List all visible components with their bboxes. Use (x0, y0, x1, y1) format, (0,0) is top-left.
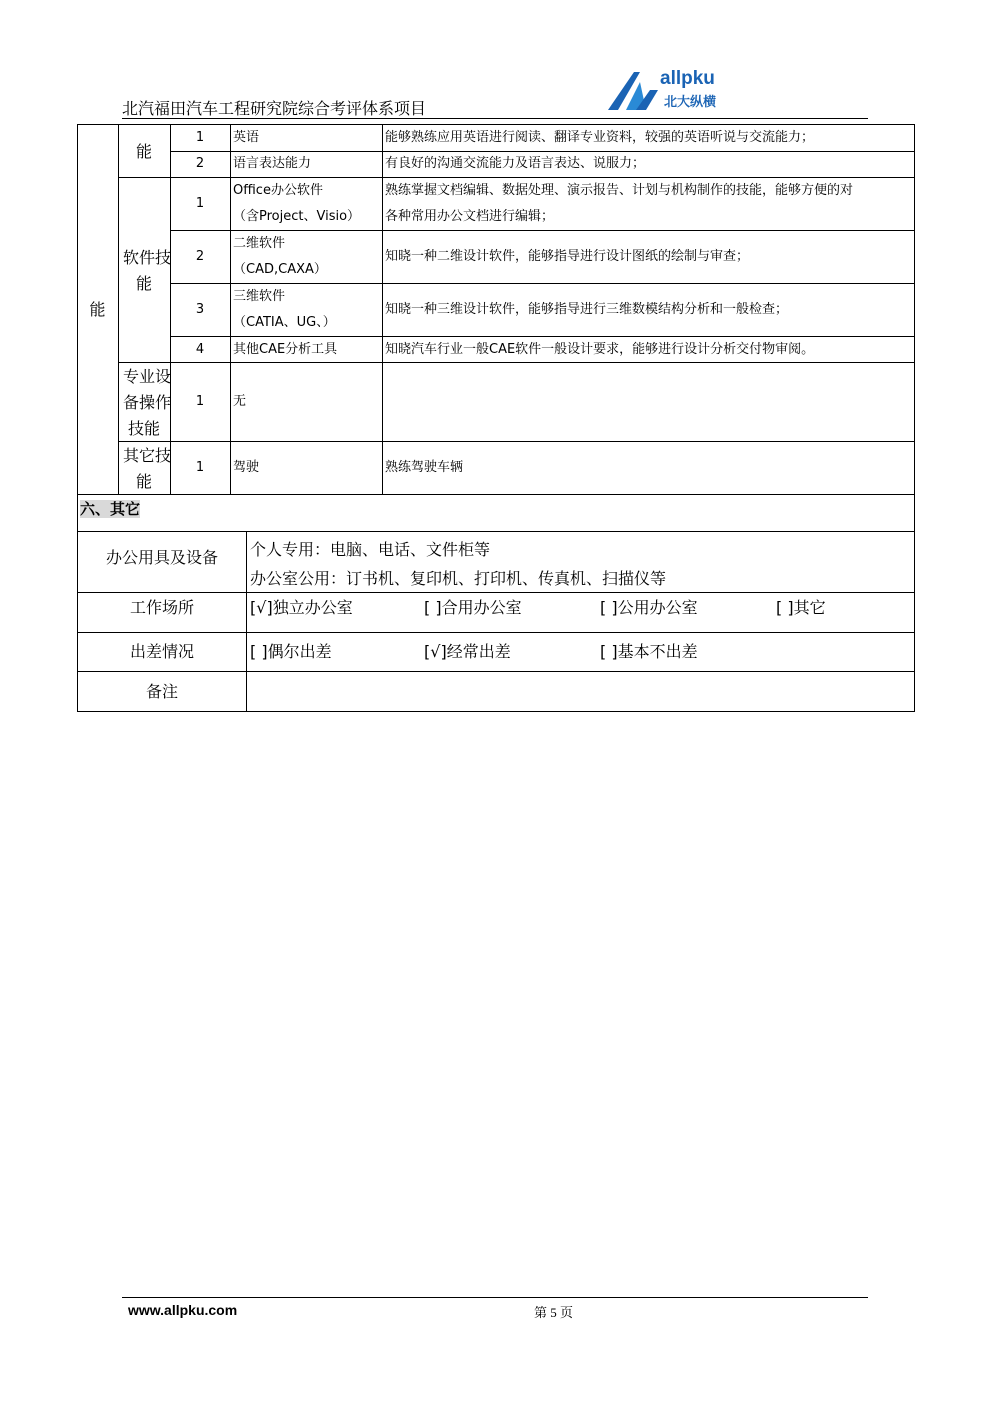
office-equipment-shared: 办公室公用：订书机、复印机、打印机、传真机、扫描仪等 (250, 569, 667, 588)
checkbox-mark: [√] (250, 598, 273, 617)
option-label: 合用办公室 (441, 598, 522, 617)
travel-option-occasional[interactable] (250, 641, 332, 663)
row-number: 4 (195, 342, 205, 357)
row-number: 2 (195, 156, 205, 171)
page-number: 第 5 页 (534, 1305, 574, 1320)
skill-item: （CAD,CAXA） (233, 262, 327, 277)
workplace-option-other[interactable] (776, 597, 826, 619)
skill-item: 其他CAE分析工具 (233, 342, 338, 357)
checkbox-mark: [ ] (776, 598, 794, 617)
other-group-label: 其它技 (123, 446, 172, 465)
option-label: 公用办公室 (617, 598, 698, 617)
footer-rule (122, 1297, 868, 1298)
section-heading-text: 六、其它 (80, 500, 141, 518)
software-group-label: 软件技 (123, 248, 172, 267)
logo-text-cn: 北大纵横 (664, 95, 717, 110)
office-equipment-personal: 个人专用：电脑、电话、文件柜等 (250, 540, 491, 559)
row-divider (77, 592, 915, 593)
equipment-group-label: 技能 (127, 419, 160, 438)
section-heading (78, 495, 140, 523)
skill-item: 三维软件 (233, 289, 286, 304)
row-divider (77, 531, 915, 532)
option-label: 独立办公室 (272, 598, 353, 617)
skill-description: 知晓一种二维设计软件，能够指导进行设计图纸的绘制与审查； (385, 249, 750, 264)
office-equipment-label: 办公用具及设备 (105, 548, 218, 567)
skill-description: 熟练驾驶车辆 (385, 460, 464, 475)
skill-item: 无 (233, 394, 247, 409)
language-group-label: 能 (135, 142, 152, 161)
option-label: 基本不出差 (617, 642, 698, 661)
travel-label: 出差情况 (129, 642, 194, 661)
skill-description: 知晓一种三维设计软件，能够指导进行三维数模结构分析和一般检查； (385, 302, 789, 317)
row-number: 1 (195, 394, 205, 409)
checkbox-mark: [ ] (250, 642, 268, 661)
workplace-option-shared[interactable] (424, 597, 522, 619)
table-border-right (914, 124, 915, 712)
row-number: 1 (195, 460, 205, 475)
checkbox-mark: [ ] (600, 598, 618, 617)
col-divider (246, 531, 247, 712)
option-label: 经常出差 (446, 642, 511, 661)
row-number: 1 (195, 130, 205, 145)
workplace-label: 工作场所 (129, 598, 194, 617)
category-label: 能 (89, 300, 106, 319)
skill-description: 有良好的沟通交流能力及语言表达、说服力； (385, 156, 646, 171)
remarks-label: 备注 (145, 682, 178, 701)
logo-mark-icon (606, 70, 660, 114)
logo-text-en: allpku (660, 68, 715, 89)
workplace-option-independent[interactable] (250, 597, 353, 619)
skill-item: （CATIA、UG、） (233, 315, 336, 330)
skill-item: （含Project、Visio） (233, 209, 361, 224)
row-number: 2 (195, 249, 205, 264)
footer-website-link[interactable]: www.allpku.com (128, 1302, 238, 1318)
travel-option-frequent[interactable] (424, 641, 511, 663)
skill-item: 语言表达能力 (233, 156, 312, 171)
checkbox-mark: [ ] (600, 642, 618, 661)
allpku-logo (606, 70, 726, 114)
checkbox-mark: [√] (424, 642, 447, 661)
skill-item: 二维软件 (233, 236, 286, 251)
row-divider (77, 671, 915, 672)
travel-option-rarely[interactable] (600, 641, 698, 663)
option-label: 其它 (793, 598, 826, 617)
software-group-label: 能 (135, 274, 152, 293)
skill-item: 英语 (233, 130, 260, 145)
checkbox-mark: [ ] (424, 598, 442, 617)
equipment-group-label: 备操作 (123, 393, 172, 412)
row-divider (118, 441, 915, 442)
skill-description: 能够熟练应用英语进行阅读、翻译专业资料，较强的英语听说与交流能力； (385, 130, 815, 145)
other-group-label: 能 (135, 472, 152, 491)
row-divider (77, 632, 915, 633)
skill-description: 知晓汽车行业一般CAE软件一般设计要求，能够进行设计分析交付物审阅。 (385, 342, 815, 357)
document-title: 北汽福田汽车工程研究院综合考评体系项目 (122, 99, 427, 118)
skill-item: Office办公软件 (233, 183, 323, 198)
row-number: 3 (195, 302, 205, 317)
table-border-left (77, 124, 78, 712)
skill-description: 熟练掌握文档编辑、数据处理、演示报告、计划与机构制作的技能，能够方便的对 (385, 183, 854, 198)
workplace-option-public[interactable] (600, 597, 698, 619)
equipment-group-label: 专业设 (123, 367, 172, 386)
row-divider (77, 711, 915, 712)
row-divider (77, 494, 915, 495)
skill-description: 各种常用办公文档进行编辑； (385, 209, 555, 224)
option-label: 偶尔出差 (267, 642, 332, 661)
header-rule (122, 118, 868, 119)
skill-item: 驾驶 (233, 460, 260, 475)
row-number: 1 (195, 196, 205, 211)
